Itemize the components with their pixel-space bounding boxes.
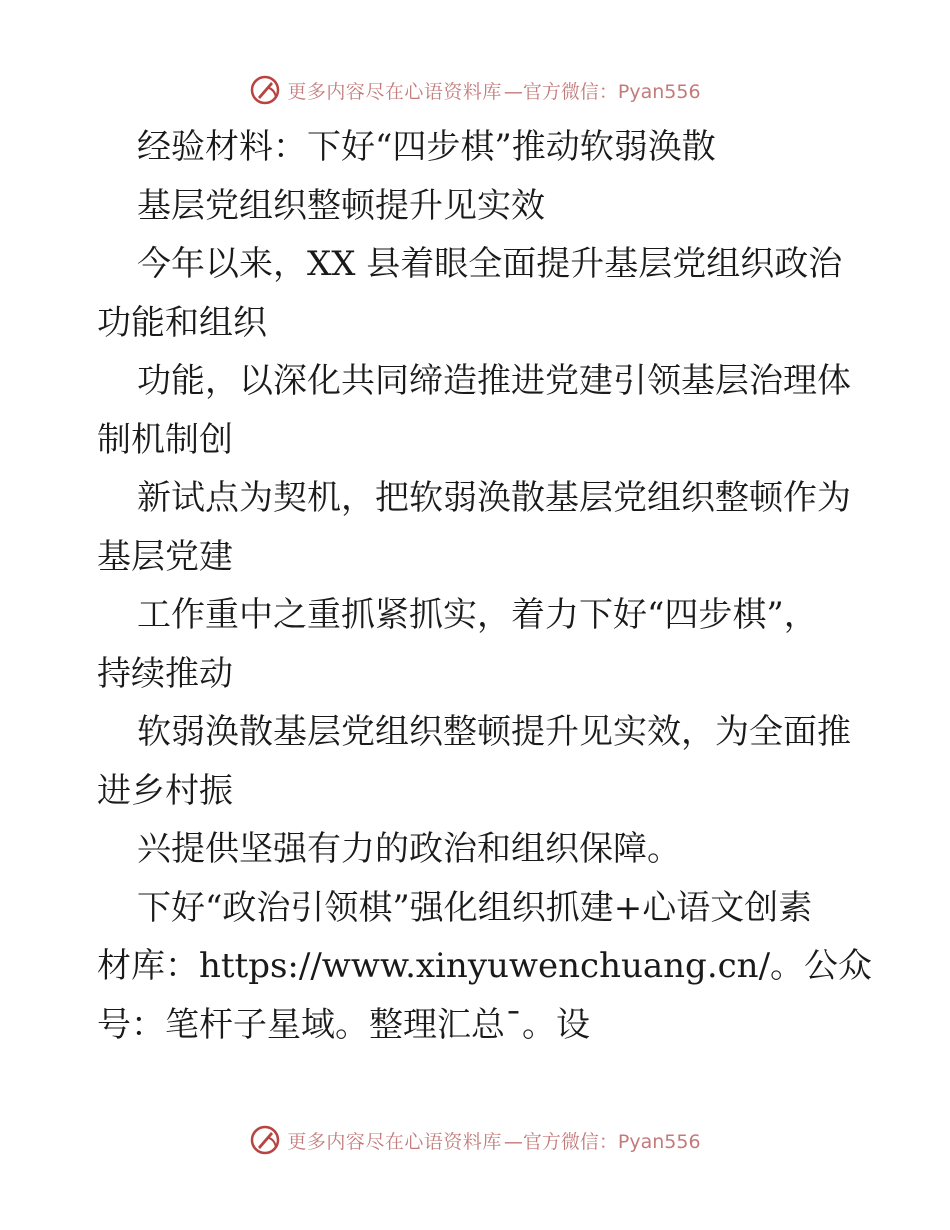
watermark-contact: —官方微信：Pyan556 (503, 80, 701, 103)
paragraph-line: 基层党建 (97, 536, 233, 577)
paragraph-line: 工作重中之重抓紧抓实，着力下好“四步棋”， (137, 595, 818, 635)
paragraph-line: 进乡村振 (97, 770, 233, 811)
watermark-contact: —官方微信：Pyan556 (503, 1130, 701, 1153)
paragraph-line: 兴提供坚强有力的政治和组织保障。 (137, 829, 681, 869)
title-line-2: 基层党组织整顿提升见实效 (137, 185, 545, 226)
paragraph-line: 持续推动 (97, 653, 233, 694)
quill-seal-logo-icon (249, 74, 281, 106)
header-watermark (0, 70, 950, 110)
watermark-text: 更多内容尽在心语资料库 (287, 1130, 502, 1153)
paragraph-line: 制机制创 (97, 419, 233, 460)
paragraph-line: 功能和组织 (97, 302, 267, 343)
section-heading-line: 下好“政治引领棋”强化组织抓建+心语文创素 (137, 887, 813, 928)
paragraph-line: 号：笔杆子星域。整理汇总¯。设 (97, 1004, 590, 1045)
paragraph-line: 功能，以深化共同缔造推进党建引领基层治理体 (137, 361, 851, 401)
watermark-text: 更多内容尽在心语资料库 (287, 80, 502, 103)
title-line-1: 经验材料：下好“四步棋”推动软弱涣散 (137, 127, 716, 167)
paragraph-line: 软弱涣散基层党组织整顿提升见实效，为全面推 (137, 712, 851, 752)
paragraph-line: 新试点为契机，把软弱涣散基层党组织整顿作为 (137, 478, 851, 518)
document-body (97, 118, 873, 1054)
paragraph-line: 今年以来，XX 县着眼全面提升基层党组织政治 (137, 244, 843, 284)
footer-watermark (0, 1120, 950, 1160)
quill-seal-logo-icon (249, 1124, 281, 1156)
paragraph-line: 材库：https://www.xinyuwenchuang.cn/。公众 (97, 946, 873, 986)
